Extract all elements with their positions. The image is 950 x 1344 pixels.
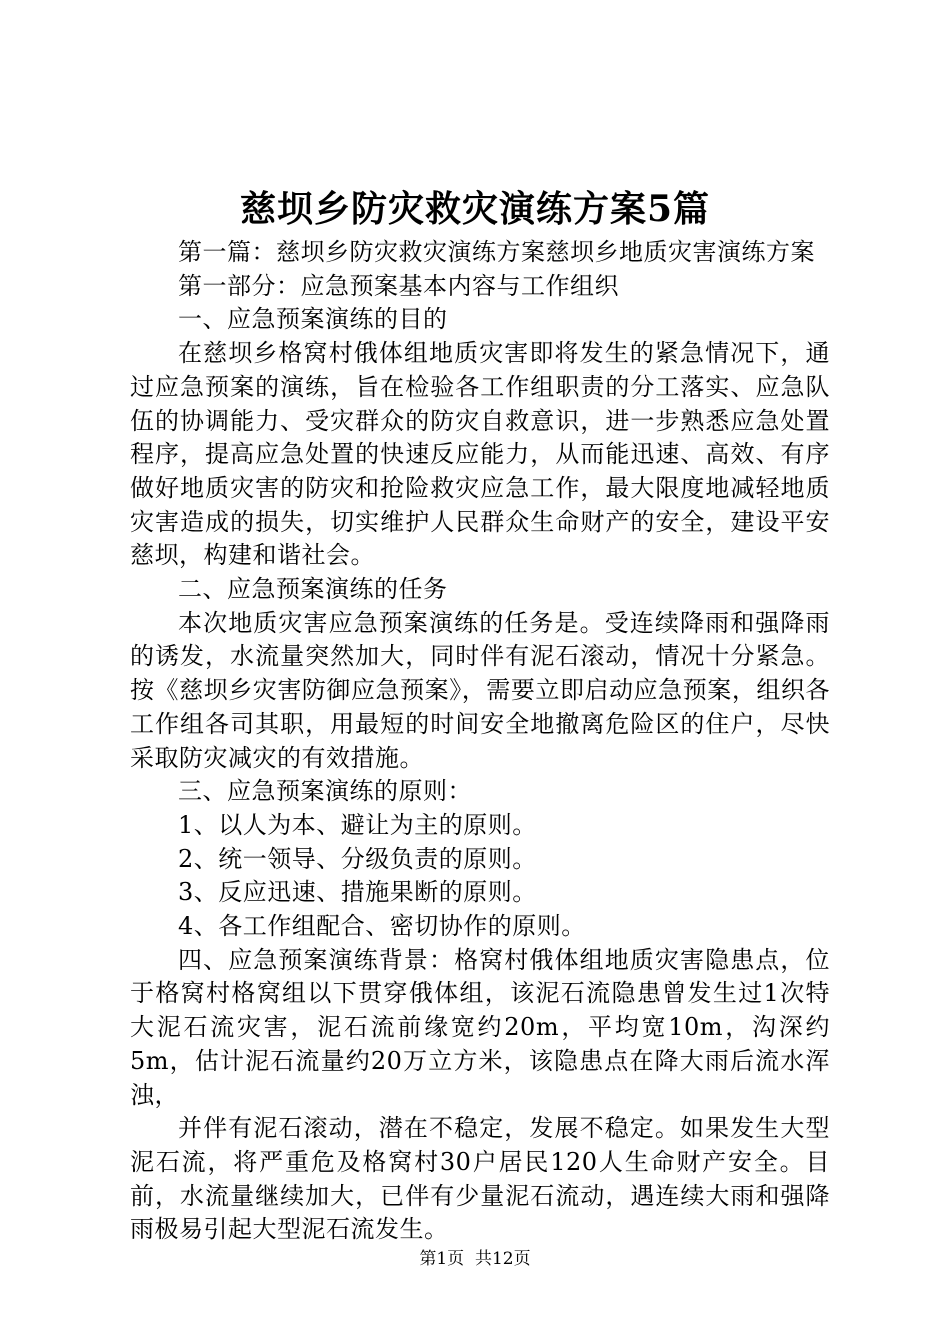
paragraph-principle-3: 3、反应迅速、措施果断的原则。 [178,878,537,907]
paragraph-section-4-body: 四、应急预案演练背景：格窝村俄体组地质灾害隐患点，位于格窝村格窝组以下贯穿俄体组，该泥石流隐患曾发生过1次特大泥石流灾害，泥石流前缘宽约20m，平均宽10m，沟深约5m，估计泥石流量约20万立方米，该隐患点在降大雨后流水浑浊， [130,945,830,1109]
paragraph-principle-1: 1、以人为本、避让为主的原则。 [178,810,537,839]
paragraph-section-1-body: 在慈坝乡格窝村俄体组地质灾害即将发生的紧急情况下，通过应急预案的演练，旨在检验各工作组职责的分工落实、应急队伍的协调能力、受灾群众的防灾自救意识，进一步熟悉应急处置程序，提高应急处置的快速反应能力，从而能迅速、高效、有序做好地质灾害的防灾和抢险救灾应急工作，最大限度地减轻地质灾害造成的损失，切实维护人民群众生命财产的安全，建设平安慈坝，构建和谐社会。 [130,339,830,570]
paragraph-chapter-heading: 第一篇：慈坝乡防灾救灾演练方案慈坝乡地质灾害演练方案 [178,238,815,266]
document-body [130,236,830,1247]
paragraph-section-1-heading: 一、应急预案演练的目的 [178,305,448,334]
paragraph-section-3-heading: 三、应急预案演练的原则： [178,777,472,806]
page-number-label: 第1页 共12页 [419,1249,531,1269]
paragraph-section-4-continued: 并伴有泥石滚动，潜在不稳定，发展不稳定。如果发生大型泥石流，将严重危及格窝村30户居民120人生命财产安全。目前，水流量继续加大，已伴有少量泥石流动，遇连续大雨和强降雨极易引起大型泥石流发生。 [130,1114,830,1244]
page-footer [0,1248,950,1270]
paragraph-section-2-heading: 二、应急预案演练的任务 [178,575,448,604]
paragraph-part-heading: 第一部分：应急预案基本内容与工作组织 [178,271,619,300]
paragraph-principle-2: 2、统一领导、分级负责的原则。 [178,844,537,873]
paragraph-principle-4: 4、各工作组配合、密切协作的原则。 [178,912,586,941]
paragraph-section-2-body: 本次地质灾害应急预案演练的任务是。受连续降雨和强降雨的诱发，水流量突然加大，同时伴有泥石滚动，情况十分紧急。按《慈坝乡灾害防御应急预案》，需要立即启动应急预案，组织各工作组各司其职，用最短的时间安全地撤离危险区的住户，尽快采取防灾减灾的有效措施。 [130,608,830,772]
document-title: 慈坝乡防灾救灾演练方案5篇 [239,188,711,230]
